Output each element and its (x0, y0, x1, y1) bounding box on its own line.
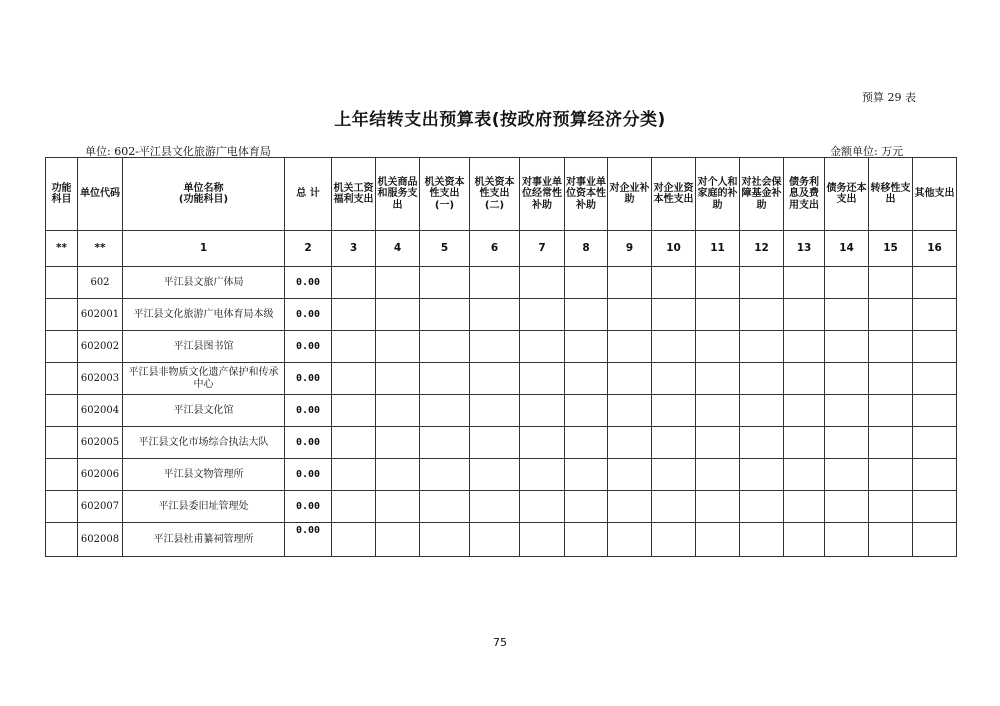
column-index-cell: 14 (825, 231, 869, 267)
column-header: 对事业单位经常性补助 (520, 158, 565, 231)
amount-cell (784, 523, 825, 557)
amount-cell (652, 331, 696, 363)
amount-cell (696, 427, 740, 459)
amount-cell (376, 427, 420, 459)
amount-cell (565, 459, 608, 491)
amount-cell (608, 267, 652, 299)
amount-cell (420, 363, 470, 395)
column-header: 对企业资本性支出 (652, 158, 696, 231)
function-subject-cell (46, 395, 78, 427)
amount-cell (565, 427, 608, 459)
amount-cell (332, 491, 376, 523)
unit-code-cell: 602001 (78, 299, 123, 331)
column-header: 机关资本性支出(二) (470, 158, 520, 231)
amount-cell (420, 523, 470, 557)
amount-cell (520, 491, 565, 523)
table-row (46, 395, 957, 427)
column-index-cell: 1 (123, 231, 285, 267)
unit-name-cell: 平江县文旅广体局 (123, 267, 285, 299)
amount-cell (652, 363, 696, 395)
amount-cell (608, 395, 652, 427)
amount-cell (565, 331, 608, 363)
amount-cell (565, 523, 608, 557)
amount-cell (652, 459, 696, 491)
unit-code-cell: 602005 (78, 427, 123, 459)
column-header: 债务利息及费用支出 (784, 158, 825, 231)
amount-cell (869, 395, 913, 427)
amount-cell (825, 427, 869, 459)
function-subject-cell (46, 491, 78, 523)
unit-name-cell: 平江县文物管理所 (123, 459, 285, 491)
header-row (46, 158, 957, 231)
amount-cell (565, 299, 608, 331)
column-header: 转移性支出 (869, 158, 913, 231)
amount-cell (652, 523, 696, 557)
table-row (46, 363, 957, 395)
amount-cell (913, 523, 957, 557)
amount-cell (332, 299, 376, 331)
function-subject-cell (46, 427, 78, 459)
column-header: 机关资本性支出(一) (420, 158, 470, 231)
unit-name-cell: 平江县文化市场综合执法大队 (123, 427, 285, 459)
amount-cell (825, 395, 869, 427)
amount-cell (608, 491, 652, 523)
amount-cell (332, 363, 376, 395)
amount-cell (652, 491, 696, 523)
amount-cell (696, 395, 740, 427)
amount-cell (784, 427, 825, 459)
amount-cell (825, 459, 869, 491)
function-subject-cell (46, 363, 78, 395)
amount-cell (520, 523, 565, 557)
amount-cell (696, 363, 740, 395)
amount-cell (608, 363, 652, 395)
total-cell: 0.00 (285, 299, 332, 331)
table-row (46, 491, 957, 523)
amount-cell (740, 331, 784, 363)
column-index-cell: 6 (470, 231, 520, 267)
amount-cell (696, 459, 740, 491)
column-index-cell: ** (78, 231, 123, 267)
total-cell: 0.00 (285, 267, 332, 299)
amount-cell (740, 427, 784, 459)
table-row (46, 427, 957, 459)
amount-cell (652, 299, 696, 331)
column-header: 总 计 (285, 158, 332, 231)
unit-name-cell: 平江县文化馆 (123, 395, 285, 427)
amount-cell (376, 363, 420, 395)
table-row (46, 267, 957, 299)
amount-cell (470, 331, 520, 363)
amount-cell (652, 395, 696, 427)
column-index-cell: 4 (376, 231, 420, 267)
function-subject-cell (46, 523, 78, 557)
amount-cell (740, 523, 784, 557)
column-header: 对企业补助 (608, 158, 652, 231)
column-index-cell: 2 (285, 231, 332, 267)
total-cell: 0.00 (285, 459, 332, 491)
amount-cell (420, 299, 470, 331)
amount-cell (913, 491, 957, 523)
amount-cell (696, 331, 740, 363)
column-header: 功能科目 (46, 158, 78, 231)
amount-cell (470, 491, 520, 523)
amount-cell (470, 523, 520, 557)
amount-cell (869, 331, 913, 363)
column-header: 债务还本支出 (825, 158, 869, 231)
amount-cell (740, 395, 784, 427)
amount-cell (913, 395, 957, 427)
amount-cell (696, 299, 740, 331)
amount-cell (332, 523, 376, 557)
column-header: 单位名称 (功能科目) (123, 158, 285, 231)
unit-code-cell: 602004 (78, 395, 123, 427)
column-index-cell: ** (46, 231, 78, 267)
amount-cell (652, 267, 696, 299)
amount-cell (740, 363, 784, 395)
column-index-cell: 15 (869, 231, 913, 267)
amount-cell (913, 427, 957, 459)
amount-cell (740, 459, 784, 491)
amount-cell (520, 331, 565, 363)
column-index-cell: 9 (608, 231, 652, 267)
amount-cell (470, 459, 520, 491)
amount-cell (332, 427, 376, 459)
unit-code-cell: 602 (78, 267, 123, 299)
amount-cell (740, 491, 784, 523)
amount-cell (825, 491, 869, 523)
document-title: 上年结转支出预算表(按政府预算经济分类) (334, 110, 666, 130)
amount-cell (520, 267, 565, 299)
column-index-cell: 16 (913, 231, 957, 267)
total-cell: 0.00 (285, 331, 332, 363)
unit-code-cell: 602006 (78, 459, 123, 491)
amount-cell (784, 491, 825, 523)
total-cell: 0.00 (285, 523, 332, 557)
table-row (46, 331, 957, 363)
column-index-cell: 10 (652, 231, 696, 267)
table-row (46, 459, 957, 491)
amount-cell (420, 459, 470, 491)
amount-cell (740, 299, 784, 331)
amount-cell (332, 459, 376, 491)
total-cell: 0.00 (285, 363, 332, 395)
amount-cell (825, 523, 869, 557)
amount-cell (869, 267, 913, 299)
amount-cell (376, 459, 420, 491)
amount-cell (784, 395, 825, 427)
amount-cell (696, 491, 740, 523)
amount-cell (520, 363, 565, 395)
amount-cell (520, 459, 565, 491)
column-header: 其他支出 (913, 158, 957, 231)
amount-cell (740, 267, 784, 299)
column-index-cell: 13 (784, 231, 825, 267)
amount-cell (784, 459, 825, 491)
unit-line: 单位: 602-平江县文化旅游广电体育局 (85, 145, 271, 158)
unit-name-cell: 平江县委旧址管理处 (123, 491, 285, 523)
function-subject-cell (46, 331, 78, 363)
amount-cell (825, 363, 869, 395)
column-index-cell: 8 (565, 231, 608, 267)
amount-cell (825, 267, 869, 299)
amount-cell (913, 459, 957, 491)
table-row (46, 299, 957, 331)
amount-cell (869, 363, 913, 395)
amount-cell (520, 427, 565, 459)
amount-cell (608, 523, 652, 557)
amount-cell (470, 267, 520, 299)
amount-cell (376, 491, 420, 523)
amount-cell (784, 331, 825, 363)
amount-cell (784, 267, 825, 299)
amount-cell (420, 331, 470, 363)
amount-cell (869, 299, 913, 331)
column-header: 对事业单位资本性补助 (565, 158, 608, 231)
amount-cell (608, 331, 652, 363)
amount-cell (784, 299, 825, 331)
column-index-cell: 7 (520, 231, 565, 267)
amount-cell (376, 331, 420, 363)
column-header: 对社会保障基金补助 (740, 158, 784, 231)
amount-cell (696, 267, 740, 299)
amount-cell (332, 395, 376, 427)
amount-cell (913, 267, 957, 299)
column-index-cell: 12 (740, 231, 784, 267)
amount-cell (420, 395, 470, 427)
column-header: 机关工资福利支出 (332, 158, 376, 231)
column-header: 机关商品和服务支出 (376, 158, 420, 231)
function-subject-cell (46, 459, 78, 491)
amount-cell (608, 427, 652, 459)
unit-name-cell: 平江县文化旅游广电体育局本级 (123, 299, 285, 331)
amount-cell (420, 267, 470, 299)
amount-cell (608, 459, 652, 491)
unit-name-cell: 平江县非物质文化遗产保护和传承中心 (123, 363, 285, 395)
form-code: 预算 29 表 (862, 91, 916, 104)
amount-cell (565, 267, 608, 299)
amount-cell (825, 331, 869, 363)
function-subject-cell (46, 299, 78, 331)
amount-cell (696, 523, 740, 557)
amount-cell (470, 395, 520, 427)
amount-cell (869, 523, 913, 557)
amount-cell (565, 491, 608, 523)
amount-cell (332, 267, 376, 299)
unit-name-cell: 平江县图书馆 (123, 331, 285, 363)
amount-cell (784, 363, 825, 395)
column-index-cell: 11 (696, 231, 740, 267)
amount-cell (825, 299, 869, 331)
amount-cell (420, 427, 470, 459)
column-header: 对个人和家庭的补助 (696, 158, 740, 231)
amount-cell (565, 363, 608, 395)
function-subject-cell (46, 267, 78, 299)
amount-cell (520, 395, 565, 427)
amount-cell (652, 427, 696, 459)
amount-unit: 金额单位: 万元 (830, 145, 904, 158)
budget-table (45, 157, 957, 557)
total-cell: 0.00 (285, 395, 332, 427)
column-header: 单位代码 (78, 158, 123, 231)
column-index-row (46, 231, 957, 267)
amount-cell (376, 299, 420, 331)
unit-code-cell: 602008 (78, 523, 123, 557)
amount-cell (376, 523, 420, 557)
column-index-cell: 3 (332, 231, 376, 267)
unit-code-cell: 602003 (78, 363, 123, 395)
amount-cell (420, 491, 470, 523)
amount-cell (332, 331, 376, 363)
amount-cell (470, 427, 520, 459)
total-cell: 0.00 (285, 491, 332, 523)
unit-code-cell: 602002 (78, 331, 123, 363)
unit-name-cell: 平江县杜甫纂祠管理所 (123, 523, 285, 557)
total-cell: 0.00 (285, 427, 332, 459)
amount-cell (608, 299, 652, 331)
amount-cell (869, 459, 913, 491)
amount-cell (376, 267, 420, 299)
page-number: 75 (493, 636, 507, 649)
amount-cell (869, 427, 913, 459)
amount-cell (376, 395, 420, 427)
table-row (46, 523, 957, 557)
column-index-cell: 5 (420, 231, 470, 267)
amount-cell (565, 395, 608, 427)
amount-cell (520, 299, 565, 331)
amount-cell (470, 299, 520, 331)
unit-code-cell: 602007 (78, 491, 123, 523)
amount-cell (913, 363, 957, 395)
amount-cell (913, 331, 957, 363)
amount-cell (869, 491, 913, 523)
amount-cell (470, 363, 520, 395)
amount-cell (913, 299, 957, 331)
